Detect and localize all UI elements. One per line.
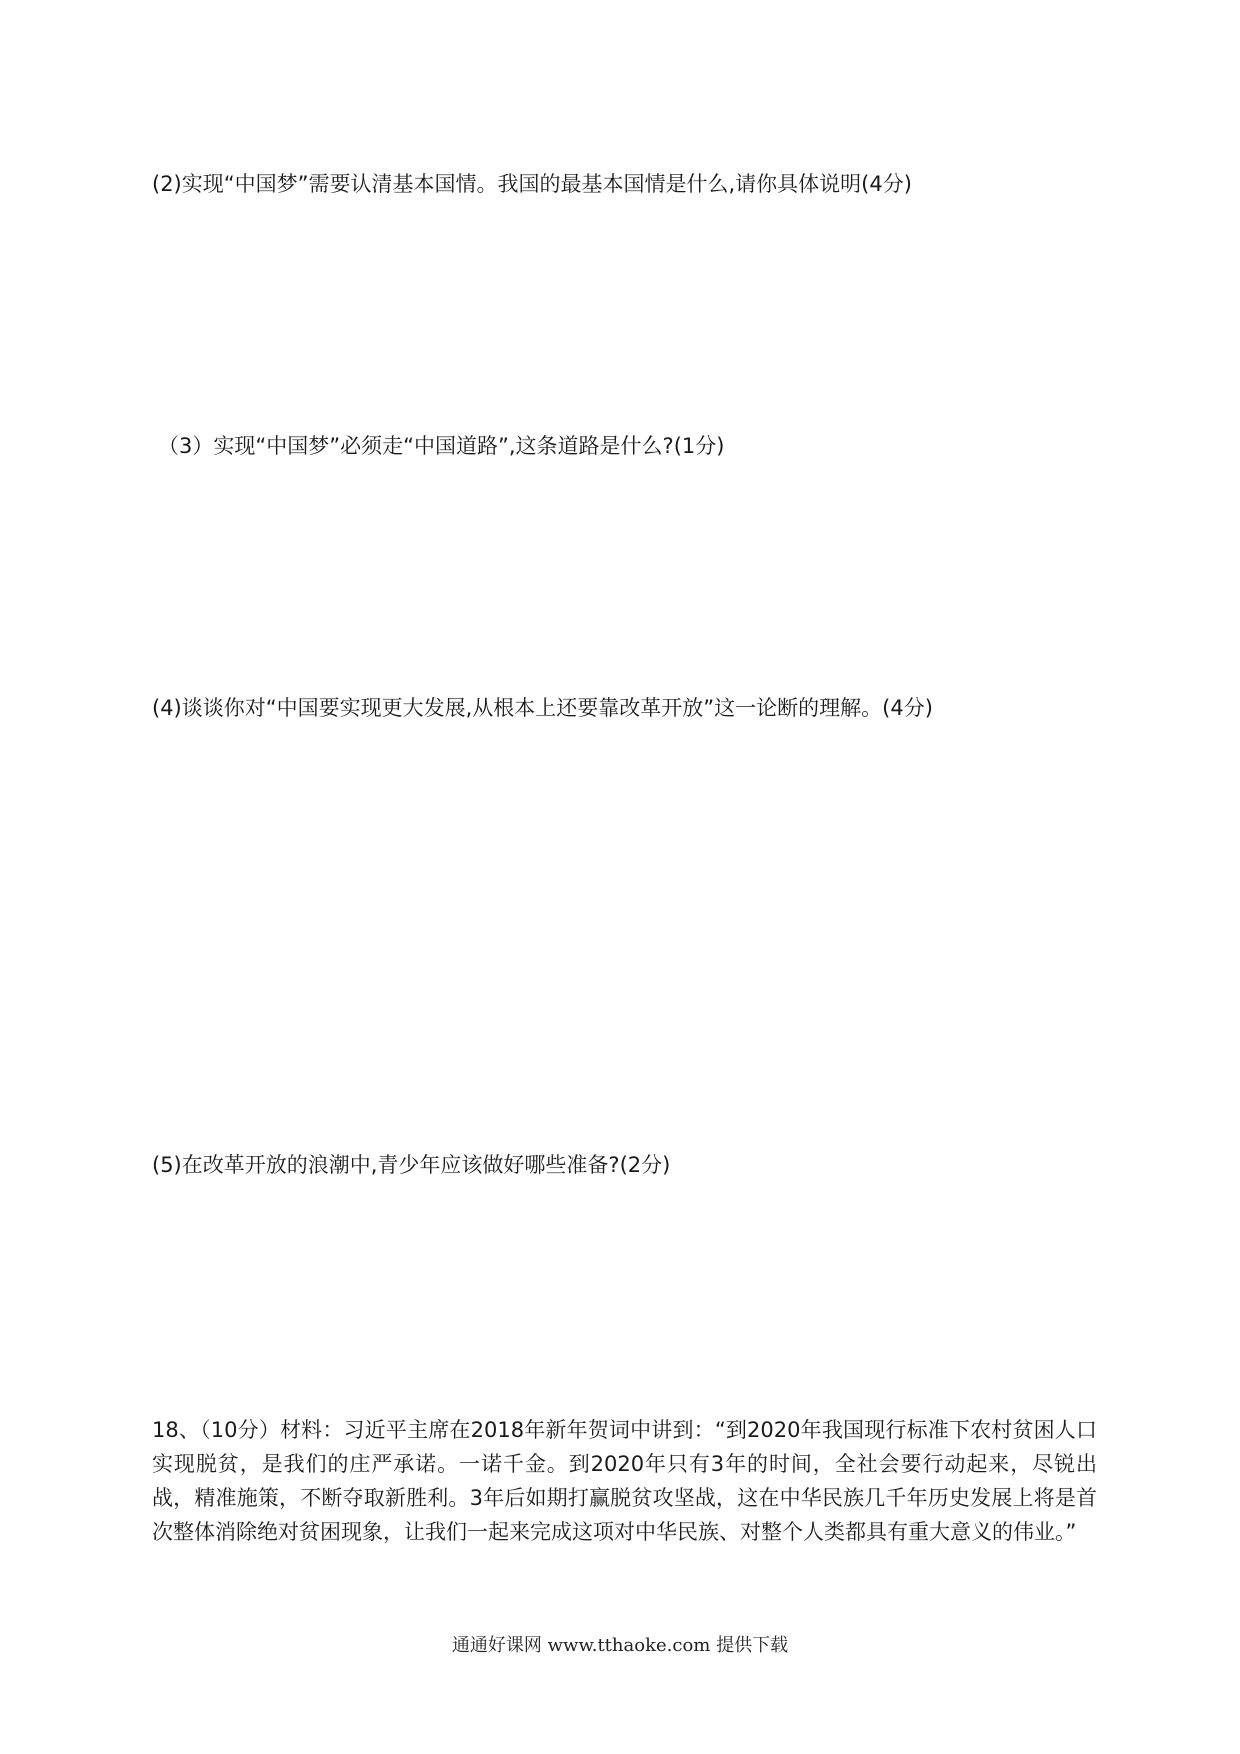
question-5: (5)在改革开放的浪潮中,青少年应该做好哪些准备?(2分) bbox=[152, 1153, 671, 1177]
question-2: (2)实现“中国梦”需要认清基本国情。我国的最基本国情是什么,请你具体说明(4分) bbox=[152, 172, 912, 196]
question-18-material: 18、（10分）材料：习近平主席在2018年新年贺词中讲到：“到2020年我国现行标准下农村贫困人口实现脱贫，是我们的庄严承诺。一诺千金。到2020年只有3年的时间，全社会要行动起来，尽锐出战，精准施策，不断夺取新胜利。3年后如期打赢脱贫攻坚战，这在中华民族几千年历史发展上将是首次整体消除绝对贫困现象，让我们一起来完成这项对中华民族、对整个人类都具有重大意义的伟业。” bbox=[152, 1418, 1097, 1544]
question-4: (4)谈谈你对“中国要实现更大发展,从根本上还要靠改革开放”这一论断的理解。(4分) bbox=[152, 696, 933, 720]
page-footer: 通通好课网 www.tthaoke.com 提供下载 bbox=[451, 1635, 789, 1656]
question-3: （3）实现“中国梦”必须走“中国道路”,这条道路是什么?(1分) bbox=[158, 434, 725, 458]
